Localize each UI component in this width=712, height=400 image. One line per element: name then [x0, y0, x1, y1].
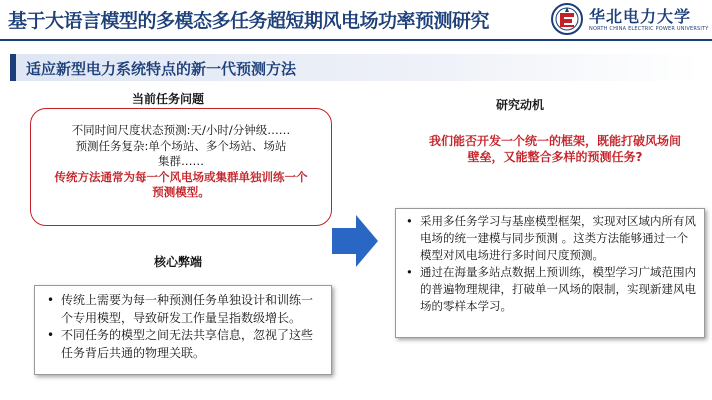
list-item: • 通过在海量多站点数据上预训练，模型学习广域范围内的普遍物理规律，打破单一风场的限制，实现新建风电场的零样本学习。 — [420, 264, 696, 315]
motivation-question: 我们能否开发一个统一的框架，既能打破风场间壁垒，又能整合多样的预测任务? — [428, 134, 681, 164]
problem-task-complexity: 预测任务复杂:单个场站、多个场站、场站集群…… — [75, 138, 287, 168]
core-drawbacks-box — [34, 285, 332, 375]
list-item: • 采用多任务学习与基座模型框架，实现对区域内所有风电场的统一建模与同步预测 。这类方法能够通过一个模型对风电场进行多时间尺度预测。 — [420, 213, 696, 264]
section-title: 适应新型电力系统特点的新一代预测方法 — [26, 60, 297, 78]
drawbacks-list — [43, 292, 321, 362]
university-name-en: NORTH CHINA ELECTRIC POWER UNIVERSITY — [589, 26, 709, 32]
page-title: 基于大语言模型的多模态多任务超短期风电场功率预测研究 — [8, 10, 490, 32]
list-item: • 传统上需要为每一种预测任务单独设计和训练一个专用模型，导致研发工作量呈指数级增长。 — [61, 292, 321, 327]
current-problems-box — [30, 108, 332, 226]
section-header — [10, 54, 700, 81]
problem-highlight: 传统方法通常为每一个风电场或集群单独训练一个预测模型。 — [54, 169, 308, 199]
motivation-list — [402, 213, 696, 315]
university-emblem-icon — [551, 3, 583, 35]
problem-time-scales: 不同时间尺度状态预测:天/小时/分钟级…… — [71, 123, 291, 137]
motivation-box — [395, 208, 705, 338]
university-name-cn: 华北电力大学 — [589, 7, 692, 26]
title-bar — [0, 0, 712, 40]
list-item: • 不同任务的模型之间无法共享信息，忽视了这些任务背后共通的物理关联。 — [61, 327, 321, 362]
title-divider — [0, 39, 712, 41]
arrow-right-icon — [330, 212, 380, 270]
section-accent-bar — [10, 54, 16, 81]
motivation-heading: 研究动机 — [496, 98, 545, 112]
core-drawbacks-heading: 核心弊端 — [154, 255, 203, 269]
current-problems-heading: 当前任务问题 — [132, 92, 205, 106]
